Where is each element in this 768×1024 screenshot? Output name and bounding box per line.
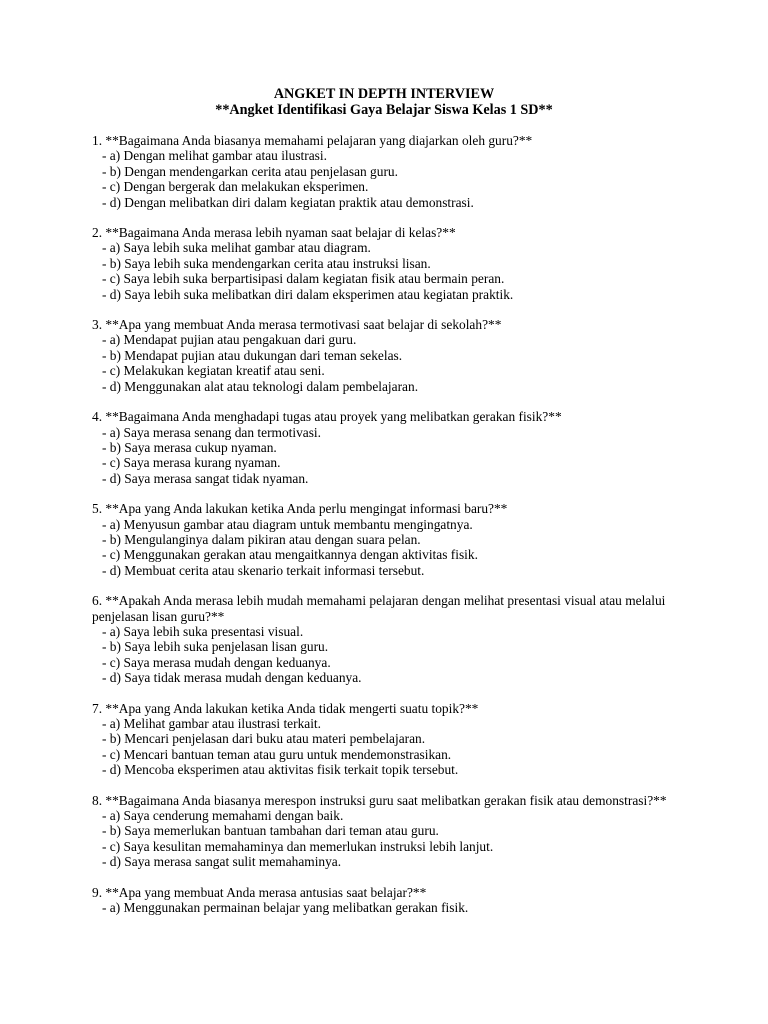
- option-a: - a) Saya cenderung memahami dengan baik.: [102, 808, 344, 824]
- option-d: - d) Mencoba eksperimen atau aktivitas fisik terkait topik tersebut.: [102, 762, 459, 778]
- option-b: - b) Saya lebih suka penjelasan lisan guru.: [102, 639, 329, 655]
- option-c: - c) Saya lebih suka berpartisipasi dalam kegiatan fisik atau bermain peran.: [102, 271, 505, 287]
- question-text: 4. **Bagaimana Anda menghadapi tugas atau proyek yang melibatkan gerakan fisik?**: [92, 409, 562, 425]
- option-a: - a) Menggunakan permainan belajar yang melibatkan gerakan fisik.: [102, 900, 469, 916]
- question-text: 5. **Apa yang Anda lakukan ketika Anda perlu mengingat informasi baru?**: [92, 501, 508, 517]
- option-d: - d) Saya merasa sangat sulit memahaminya.: [102, 854, 342, 870]
- question-4: [92, 409, 692, 486]
- question-7: [92, 701, 692, 778]
- question-list: [92, 133, 692, 930]
- option-b: - b) Mencari penjelasan dari buku atau materi pembelajaran.: [102, 731, 426, 747]
- option-c: - c) Melakukan kegiatan kreatif atau seni.: [102, 363, 325, 379]
- option-c: - c) Saya merasa kurang nyaman.: [102, 455, 281, 471]
- option-c: - c) Dengan bergerak dan melakukan eksperimen.: [102, 179, 369, 195]
- option-a: - a) Saya merasa senang dan termotivasi.: [102, 424, 322, 440]
- question-text: 7. **Apa yang Anda lakukan ketika Anda tidak mengerti suatu topik?**: [92, 700, 479, 716]
- question-8: [92, 793, 692, 870]
- option-b: - b) Mengulanginya dalam pikiran atau dengan suara pelan.: [102, 531, 421, 547]
- option-a: - a) Dengan melihat gambar atau ilustrasi.: [102, 148, 327, 164]
- option-c: - c) Mencari bantuan teman atau guru untuk mendemonstrasikan.: [102, 746, 452, 762]
- option-a: - a) Saya lebih suka presentasi visual.: [102, 623, 304, 639]
- document-title: ANGKET IN DEPTH INTERVIEW: [273, 86, 495, 102]
- option-d: - d) Saya lebih suka melibatkan diri dalam eksperimen atau kegiatan praktik.: [102, 286, 514, 302]
- option-d: - d) Saya tidak merasa mudah dengan keduanya.: [102, 670, 362, 686]
- option-b: - b) Saya lebih suka mendengarkan cerita atau instruksi lisan.: [102, 255, 431, 271]
- question-text: 2. **Bagaimana Anda merasa lebih nyaman saat belajar di kelas?**: [92, 225, 456, 241]
- option-d: - d) Membuat cerita atau skenario terkait informasi tersebut.: [102, 562, 425, 578]
- option-b: - b) Dengan mendengarkan cerita atau penjelasan guru.: [102, 163, 398, 179]
- option-d: - d) Menggunakan alat atau teknologi dalam pembelajaran.: [102, 378, 419, 394]
- document-header: [0, 86, 768, 118]
- question-3: [92, 317, 692, 394]
- option-c: - c) Saya merasa mudah dengan keduanya.: [102, 654, 331, 670]
- question-text: 3. **Apa yang membuat Anda merasa termotivasi saat belajar di sekolah?**: [92, 317, 502, 333]
- question-1: [92, 133, 692, 210]
- question-9: [92, 885, 692, 916]
- question-text: 9. **Apa yang membuat Anda merasa antusias saat belajar?**: [92, 884, 427, 900]
- question-text: 8. **Bagaimana Anda biasanya merespon instruksi guru saat melibatkan gerakan fisik atau demonstrasi?**: [92, 792, 667, 808]
- question-5: [92, 501, 692, 578]
- option-d: - d) Saya merasa sangat tidak nyaman.: [102, 470, 309, 486]
- question-2: [92, 225, 692, 302]
- question-6: [92, 593, 692, 685]
- option-b: - b) Mendapat pujian atau dukungan dari teman sekelas.: [102, 347, 403, 363]
- option-b: - b) Saya merasa cukup nyaman.: [102, 439, 277, 455]
- option-a: - a) Menyusun gambar atau diagram untuk membantu mengingatnya.: [102, 516, 473, 532]
- question-text: 1. **Bagaimana Anda biasanya memahami pelajaran yang diajarkan oleh guru?**: [92, 133, 533, 148]
- document-subtitle: **Angket Identifikasi Gaya Belajar Siswa Kelas 1 SD**: [215, 102, 553, 118]
- option-c: - c) Saya kesulitan memahaminya dan memerlukan instruksi lebih lanjut.: [102, 838, 494, 854]
- option-d: - d) Dengan melibatkan diri dalam kegiatan praktik atau demonstrasi.: [102, 194, 474, 210]
- option-a: - a) Saya lebih suka melihat gambar atau diagram.: [102, 240, 371, 256]
- option-c: - c) Menggunakan gerakan atau mengaitkannya dengan aktivitas fisik.: [102, 547, 478, 563]
- question-text: 6. **Apakah Anda merasa lebih mudah memahami pelajaran dengan melihat presentasi visual atau melalui penjelasan lisan guru?**: [92, 593, 666, 624]
- option-a: - a) Mendapat pujian atau pengakuan dari guru.: [102, 332, 357, 348]
- option-b: - b) Saya memerlukan bantuan tambahan dari teman atau guru.: [102, 823, 439, 839]
- option-a: - a) Melihat gambar atau ilustrasi terkait.: [102, 716, 322, 731]
